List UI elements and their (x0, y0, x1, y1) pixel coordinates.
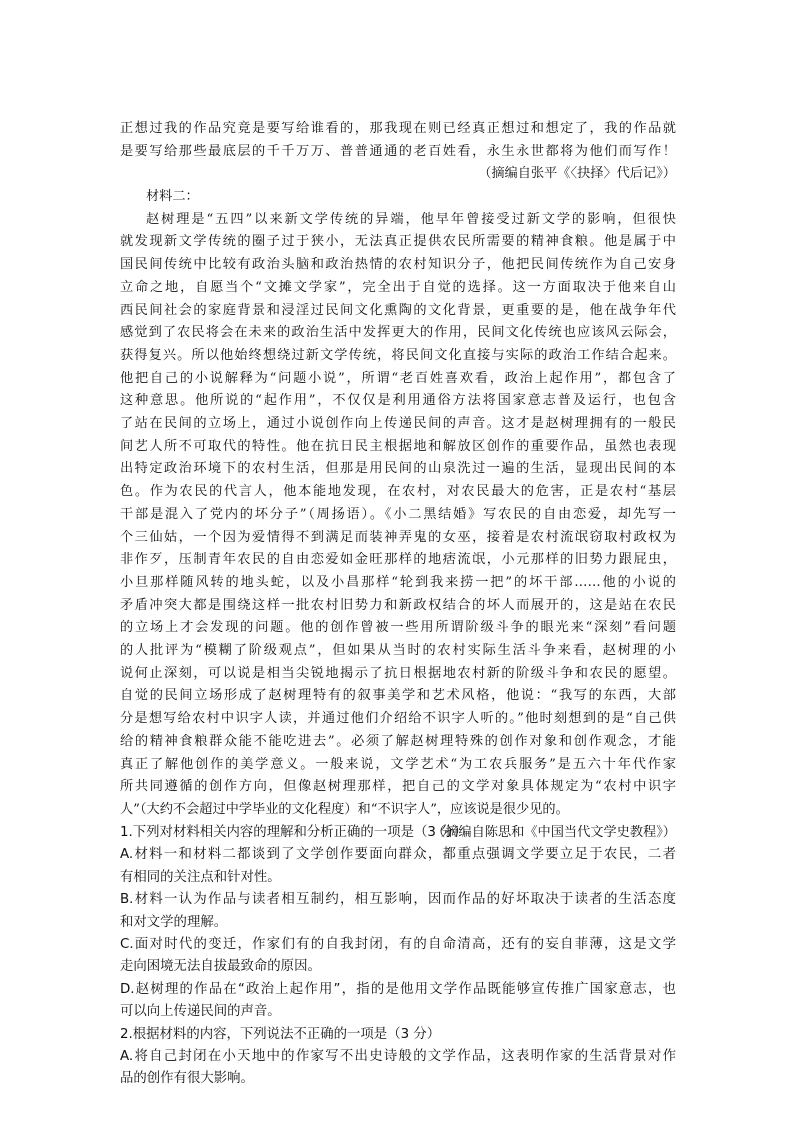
text-line: 出特定政治环境下的农村生活，但那是用民间的山泉洗过一遍的生活，显现出民间的本 (120, 461, 676, 477)
material-one-end (120, 118, 676, 186)
option-b: B.材料一认为作品与读者相互制约，相互影响，因而作品的好坏取决于读者的生活态度 (120, 892, 676, 908)
option-c: C.面对时代的变迁，作家们有的自我封闭，有的自命清高，还有的妄自菲薄，这是文学 (120, 937, 676, 953)
text-line: 的立场上才会发现的问题。他的创作曾被一些用所谓阶级斗争的眼光来“深刻”看问题 (120, 620, 676, 636)
text-line: 立命之地，自愿当个“文摊文学家”，完全出于自觉的选择。这一方面取决于他来自山 (120, 279, 676, 295)
question-stem: 1.下列对材料相关内容的理解和分析正确的一项是（3 分） (120, 825, 467, 840)
source-citation: （摘编自陈思和《中国当代文学史教程》） (432, 824, 676, 840)
text-line: 自觉的民间立场形成了赵树理特有的叙事美学和艺术风格，他说：“我写的东西，大部 (120, 688, 676, 704)
text-line: 给的精神食粮群众能不能吃进去”。必须了解赵树理特殊的创作对象和创作观念，才能 (120, 733, 676, 749)
text-line: 获得复兴。所以他始终想绕过新文学传统，将民间文化直接与实际的政治工作结合起来。 (120, 347, 676, 363)
source-citation: （摘编自张平《〈抉择〉代后记》） (478, 166, 676, 182)
text-line: 矛盾冲突大都是围绕这样一批农村旧势力和新政权结合的坏人而展开的，这是站在农民 (120, 597, 676, 613)
text-line: 分是想写给农村中识字人读，并通过他们介绍给不识字人听的。”他时刻想到的是“自己供 (120, 711, 676, 727)
text-line: 间艺人所不可取代的特性。他在抗日民主根据地和解放区创作的重要作品，虽然也表现 (120, 438, 676, 454)
option-d-cont: 可以向上传递民间的声音。 (120, 1004, 281, 1020)
option-a: A.材料一和材料二都谈到了文学创作要面向群众，都重点强调文学要立足于农民，二者 (120, 847, 676, 863)
option-a-cont: 品的创作有很大影响。 (120, 1071, 254, 1087)
text-line: 干部是混入了党内的坏分子”（周扬语）。《小二黑结婚》写农民的自由恋爱，却先写一 (120, 506, 676, 522)
text-line: 这种意思。他所说的“起作用”，不仅仅是利用通俗方法将国家意志普及运行，也包含 (120, 393, 676, 409)
text-line: 西民间社会的家庭背景和浸淫过民间文化熏陶的文化背景，更重要的是，他在战争年代 (120, 302, 676, 318)
text-line: 的人批评为“模糊了阶级观点”，但如果从当时的农村实际生活斗争来看，赵树理的小 (120, 643, 676, 659)
text-line: 人”（大约不会超过中学毕业的文化程度）和“不识字人”，应该说是很少见的。 (120, 801, 569, 817)
text-line: 色。作为农民的代言人，他本能地发现，在农村，对农民最大的危害，正是农村“基层 (120, 484, 676, 500)
text-line: 小旦那样随风转的地头蛇，以及小昌那样“轮到我来捞一把”的坏干部……他的小说的 (120, 574, 676, 590)
text-line: 赵树理是“五四”以来新文学传统的异端，他早年曾接受过新文学的影响，但很快 (146, 211, 676, 227)
text-line: 真正了解他创作的美学意义。一般来说，文学艺术“为工农兵服务”是五六十年代作家 (120, 756, 676, 772)
material-two (120, 186, 676, 844)
option-a: A.将自己封闭在小天地中的作家写不出史诗般的文学作品，这表明作家的生活背景对作 (120, 1049, 676, 1065)
text-line: 所共同遵循的创作方向，但像赵树理那样，把自己的文学对象具体规定为“农村中识字 (120, 779, 676, 795)
text-line: 非作歹，压制青年农民的自由恋爱如金旺那样的地痞流氓，小元那样的旧势力跟屁虫， (120, 552, 676, 568)
text-line: 国民间传统中比较有政治头脑和政治热情的农村知识分子，他把民间传统作为自己安身 (120, 257, 676, 273)
question-stem: 2.根据材料的内容，下列说法不正确的一项是（3 分） (120, 1026, 441, 1042)
text-line: 就发现新文学传统的圈子过于狭小，无法真正提供农民所需要的精神食粮。他是属于中 (120, 234, 676, 250)
text-line: 说何止深刻，可以说是相当尖锐地揭示了抗日根据地农村新的阶级斗争和农民的愿望。 (120, 665, 676, 681)
option-c-cont: 走向困境无法自拔最致命的原因。 (120, 959, 321, 975)
option-d: D.赵树理的作品在“政治上起作用”，指的是他用文学作品既能够宣传推广国家意志，也 (120, 981, 676, 997)
questions (120, 822, 676, 1091)
text-line: 是要写给那些最底层的千千万万、普普通通的老百姓看，永生永世都将为他们而写作！ (120, 143, 676, 159)
text-line: 了站在民间的立场上，通过小说创作向上传递民间的声音。这才是赵树理拥有的一般民 (120, 416, 676, 432)
text-line: 个三仙姑，一个因为爱情得不到满足而装神弄鬼的女巫，接着是农村流氓窃取村政权为 (120, 529, 676, 545)
option-a-cont: 有相同的关注点和针对性。 (120, 869, 281, 885)
text-line: 他把自己的小说解释为“问题小说”，所谓“老百姓喜欢看，政治上起作用”，都包含了 (120, 370, 676, 386)
option-b-cont: 和对文学的理解。 (120, 914, 228, 930)
text-line: 正想过我的作品究竟是要写给谁看的，那我现在则已经真正想过和想定了，我的作品就 (120, 121, 676, 136)
section-heading: 材料二： (146, 189, 199, 204)
text-line: 感觉到了农民将会在未来的政治生活中发挥更大的作用，民间文化传统也应该风云际会， (120, 325, 676, 341)
